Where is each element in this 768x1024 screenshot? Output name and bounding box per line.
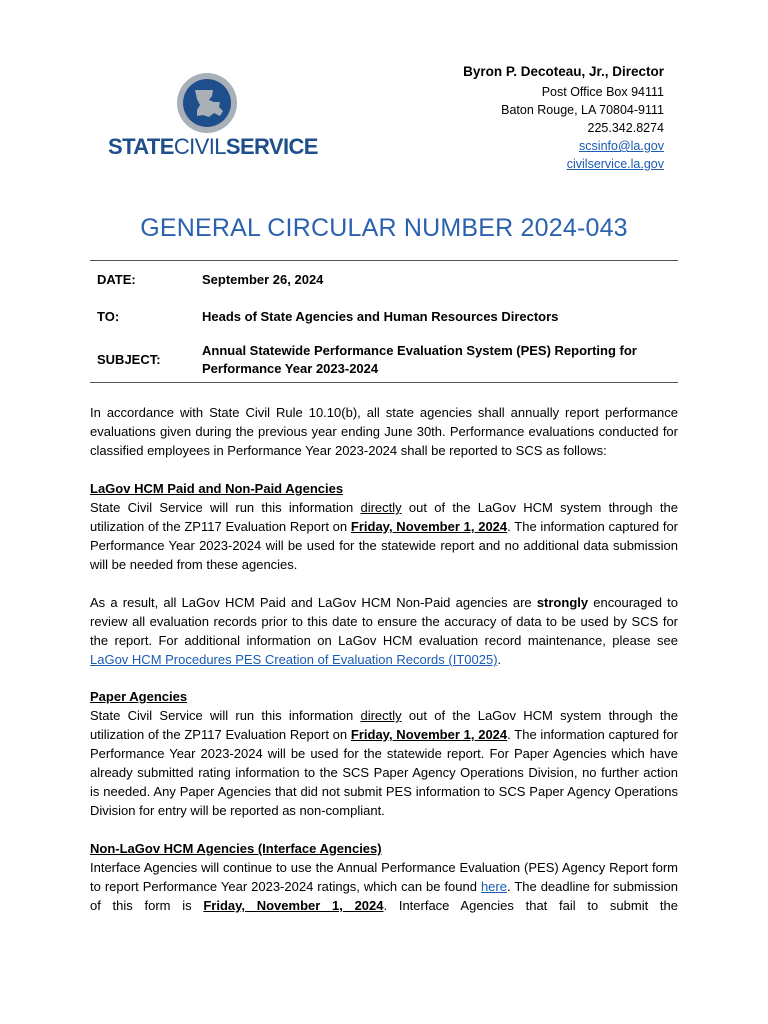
email-link[interactable]: scsinfo@la.gov bbox=[579, 139, 664, 153]
contact-block bbox=[463, 63, 664, 173]
subject-value: Annual Statewide Performance Evaluation System (PES) Reporting for Performance Year 2023-2024 bbox=[202, 343, 637, 376]
address-line-1: Post Office Box 94111 bbox=[541, 85, 664, 99]
intro-paragraph: In accordance with State Civil Rule 10.10(b), all state agencies shall annually report performance evaluations given during the previous year ending June 30th. Performance evaluations conducted for classified employees in Performance Year 2023-2024 shall be reported to SCS as follows: bbox=[90, 405, 678, 458]
section-interface-agencies bbox=[90, 839, 678, 915]
section-paragraph: As a result, all LaGov HCM Paid and LaGov HCM Non-Paid agencies are strongly encouraged to review all evaluation records prior to this date to ensure the accuracy of data to be used by SCS for the report. For additional information on LaGov HCM evaluation record maintenance, please see LaGov HCM Procedures PES Creation of Evaluation Records (IT0025). bbox=[90, 595, 678, 667]
logo-wordmark: STATECIVILSERVICE bbox=[108, 134, 318, 159]
divider-bottom bbox=[90, 382, 678, 383]
section-lagov-paid bbox=[90, 479, 678, 574]
section-paragraph: Interface Agencies will continue to use the Annual Performance Evaluation (PES) Agency Report form to report Performance Year 2023-2024 ratings, which can be found here. The deadline for submission of this form is Friday, November 1, 2024. Interface Agencies that fail to submit the bbox=[90, 860, 678, 913]
form-here-link[interactable]: here bbox=[480, 879, 507, 894]
louisiana-seal-icon bbox=[176, 72, 238, 134]
state-civil-service-logo bbox=[108, 72, 318, 162]
procedures-link[interactable]: LaGov HCM Procedures PES Creation of Evaluation Records (IT0025) bbox=[90, 652, 498, 667]
to-value: Heads of State Agencies and Human Resources Directors bbox=[202, 309, 559, 324]
to-label: TO: bbox=[97, 309, 120, 324]
section-heading: Non-LaGov HCM Agencies (Interface Agencies) bbox=[90, 841, 382, 856]
address-line-2: Baton Rouge, LA 70804-9111 bbox=[501, 103, 664, 117]
subject-label: SUBJECT: bbox=[97, 352, 161, 367]
date-label: DATE: bbox=[97, 272, 136, 287]
section-paper-agencies bbox=[90, 687, 678, 820]
divider-top bbox=[90, 260, 678, 261]
date-value: September 26, 2024 bbox=[202, 272, 324, 287]
phone-number: 225.342.8274 bbox=[587, 121, 664, 135]
section-heading: LaGov HCM Paid and Non-Paid Agencies bbox=[90, 481, 344, 496]
section-lagov-review bbox=[90, 593, 678, 669]
circular-title: GENERAL CIRCULAR NUMBER 2024-043 bbox=[140, 214, 628, 242]
director-name: Byron P. Decoteau, Jr., Director bbox=[463, 64, 664, 79]
section-heading: Paper Agencies bbox=[90, 689, 188, 704]
website-link[interactable]: civilservice.la.gov bbox=[566, 157, 664, 171]
section-paragraph: State Civil Service will run this information directly out of the LaGov HCM system through the utilization of the ZP117 Evaluation Report on Friday, November 1, 2024. The information captured for Performance Year 2023-2024 will be used for the statewide report and no additional data submission will be needed from these agencies. bbox=[90, 500, 679, 572]
section-paragraph: State Civil Service will run this information directly out of the LaGov HCM system through the utilization of the ZP117 Evaluation Report on Friday, November 1, 2024. The information captured for Performance Year 2023-2024 will be used for the statewide report. For Paper Agencies which have already submitted rating information to the SCS Paper Agency Operations Division, no further action is needed. Any Paper Agencies that did not submit PES information to SCS Paper Agency Operations Division for entry will be reported as non-compliant. bbox=[90, 708, 679, 818]
